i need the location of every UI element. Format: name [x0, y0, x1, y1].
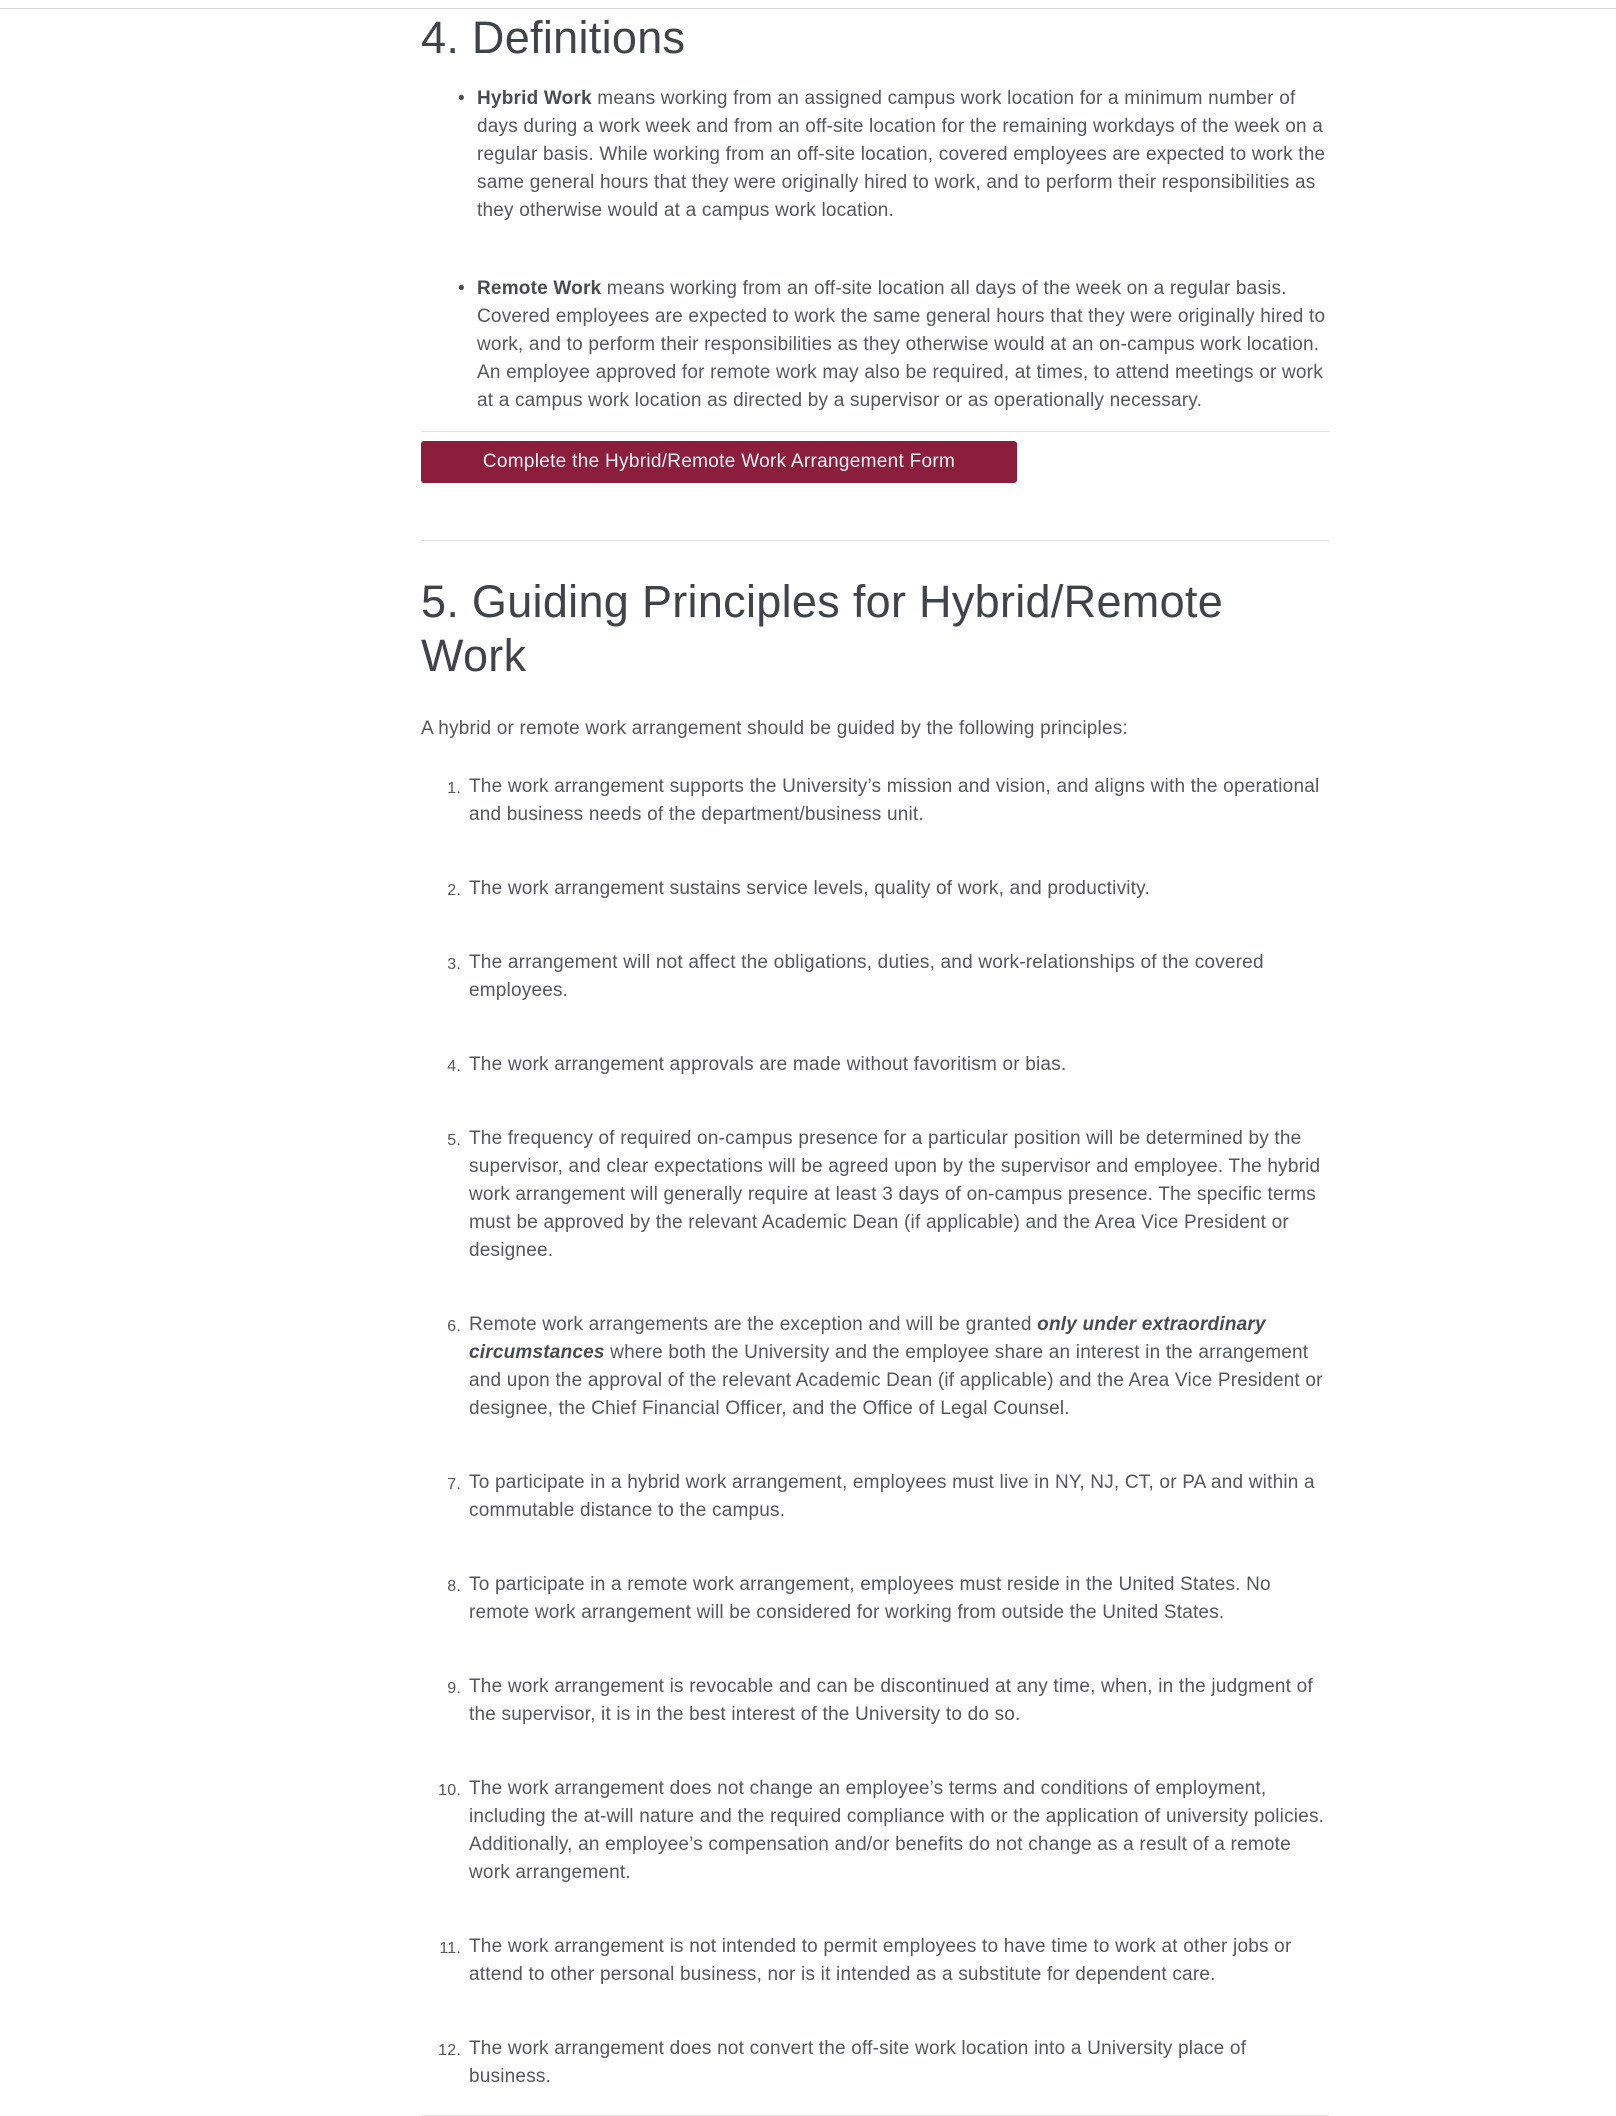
principle-number: 9. [447, 1680, 461, 1697]
principle-text: The work arrangement is not intended to permit employees to have time to work at other jobs or attend to other personal business, nor is it intended as a substitute for dependent care. [469, 1936, 1292, 1985]
definition-bullet: • Remote Work means working from an off-site location all days of the week on a regular basis. Covered employees are expected to work the same general hours that they were originally hired to work, and to perform their responsibilities as they otherwise would at an on-campus work location. An employee approved for remote work may also be required, at times, to attend meetings or work at a campus work location as directed by a supervisor or as operationally necessary. [477, 275, 1329, 415]
principle-item [421, 1933, 1329, 1989]
principle-number: 11. [439, 1940, 461, 1957]
definition-term: Hybrid Work [477, 88, 592, 109]
definition-bullet: • Hybrid Work means working from an assigned campus work location for a minimum number of days during a work week and from an off-site location for the remaining workdays of the week on a regular basis. While working from an off-site location, covered employees are expected to work the same general hours that they were originally hired to work, and to perform their responsibilities as they otherwise would at a campus work location. [477, 85, 1329, 225]
guiding-principles-heading [421, 575, 1329, 683]
principle-item [421, 1051, 1329, 1079]
principle-number: 10. [438, 1782, 461, 1799]
principles-list [421, 773, 1329, 2091]
principle-item [421, 949, 1329, 1005]
principle-item [421, 1673, 1329, 1729]
principle-number: 2. [447, 882, 461, 899]
principle-text: The work arrangement approvals are made without favoritism or bias. [469, 1054, 1067, 1075]
definition-term: Remote Work [477, 278, 602, 299]
divider-above-button [421, 431, 1329, 432]
heading-line-1: 5. Guiding Principles for Hybrid/Remote [421, 576, 1224, 627]
page-content [421, 11, 1329, 2116]
principle-text: The arrangement will not affect the obligations, duties, and work-relationships of the covered employees. [469, 952, 1264, 1001]
principle-text: The work arrangement does not convert the off-site work location into a University place of business. [469, 2038, 1247, 2087]
section-definitions [421, 11, 1329, 483]
principle-item [421, 2035, 1329, 2091]
principle-text: To participate in a hybrid work arrangement, employees must live in NY, NJ, CT, or PA and within a commutable distance to the campus. [469, 1472, 1315, 1521]
principle-item [421, 1311, 1329, 1423]
principle-item [421, 1125, 1329, 1265]
definitions-heading: 4. Definitions [421, 12, 686, 63]
principles-intro: A hybrid or remote work arrangement should be guided by the following principles: [421, 718, 1128, 739]
principle-text: The work arrangement sustains service levels, quality of work, and productivity. [469, 878, 1150, 899]
definitions-list [421, 85, 1329, 415]
principle-item [421, 1775, 1329, 1887]
principle-text: The work arrangement is revocable and can be discontinued at any time, when, in the judgment of the supervisor, it is in the best interest of the University to do so. [469, 1676, 1313, 1725]
principle-text: Remote work arrangements are the exception and will be granted only under extraordinary circumstances where both the University and the employee share an interest in the arrangement and upon the approval of the relevant Academic Dean (if applicable) and the Area Vice President or designee, the Chief Financial Officer, and the Office of Legal Counsel. [469, 1314, 1323, 1419]
section-guiding-principles [421, 575, 1329, 2091]
section-divider [421, 540, 1329, 541]
principle-text: The work arrangement does not change an employee’s terms and conditions of employment, including the at-will nature and the required compliance with or the application of university policies. Additionally, an employee’s compensation and/or benefits do not change as a result of a remote work arrangement. [469, 1778, 1325, 1883]
principle-number: 12. [438, 2042, 461, 2059]
top-divider [0, 8, 1616, 9]
principle-number: 3. [447, 956, 461, 973]
principle-item [421, 875, 1329, 903]
principle-number: 6. [447, 1318, 461, 1335]
principle-text: The frequency of required on-campus presence for a particular position will be determined by the supervisor, and clear expectations will be agreed upon by the supervisor and employee. The hybrid work arrangement will generally require at least 3 days of on-campus presence. The specific terms must be approved by the relevant Academic Dean (if applicable) and the Area Vice President or designee. [469, 1128, 1321, 1261]
principle-text: The work arrangement supports the University’s mission and vision, and aligns with the operational and business needs of the department/business unit. [469, 776, 1320, 825]
principle-number: 5. [447, 1132, 461, 1149]
principle-item [421, 773, 1329, 829]
principle-number: 4. [447, 1058, 461, 1075]
principle-item [421, 1571, 1329, 1627]
principle-number: 8. [447, 1578, 461, 1595]
principle-item [421, 1469, 1329, 1525]
emphasized-text: only under extraordinary circumstances [469, 1314, 1266, 1363]
principle-text: To participate in a remote work arrangement, employees must reside in the United States. No remote work arrangement will be considered for working from outside the United States. [469, 1574, 1271, 1623]
principle-number: 1. [447, 780, 461, 797]
heading-line-2: Work [421, 630, 527, 681]
principle-number: 7. [447, 1476, 461, 1493]
complete-form-button[interactable]: Complete the Hybrid/Remote Work Arrangement Form [421, 441, 1017, 483]
